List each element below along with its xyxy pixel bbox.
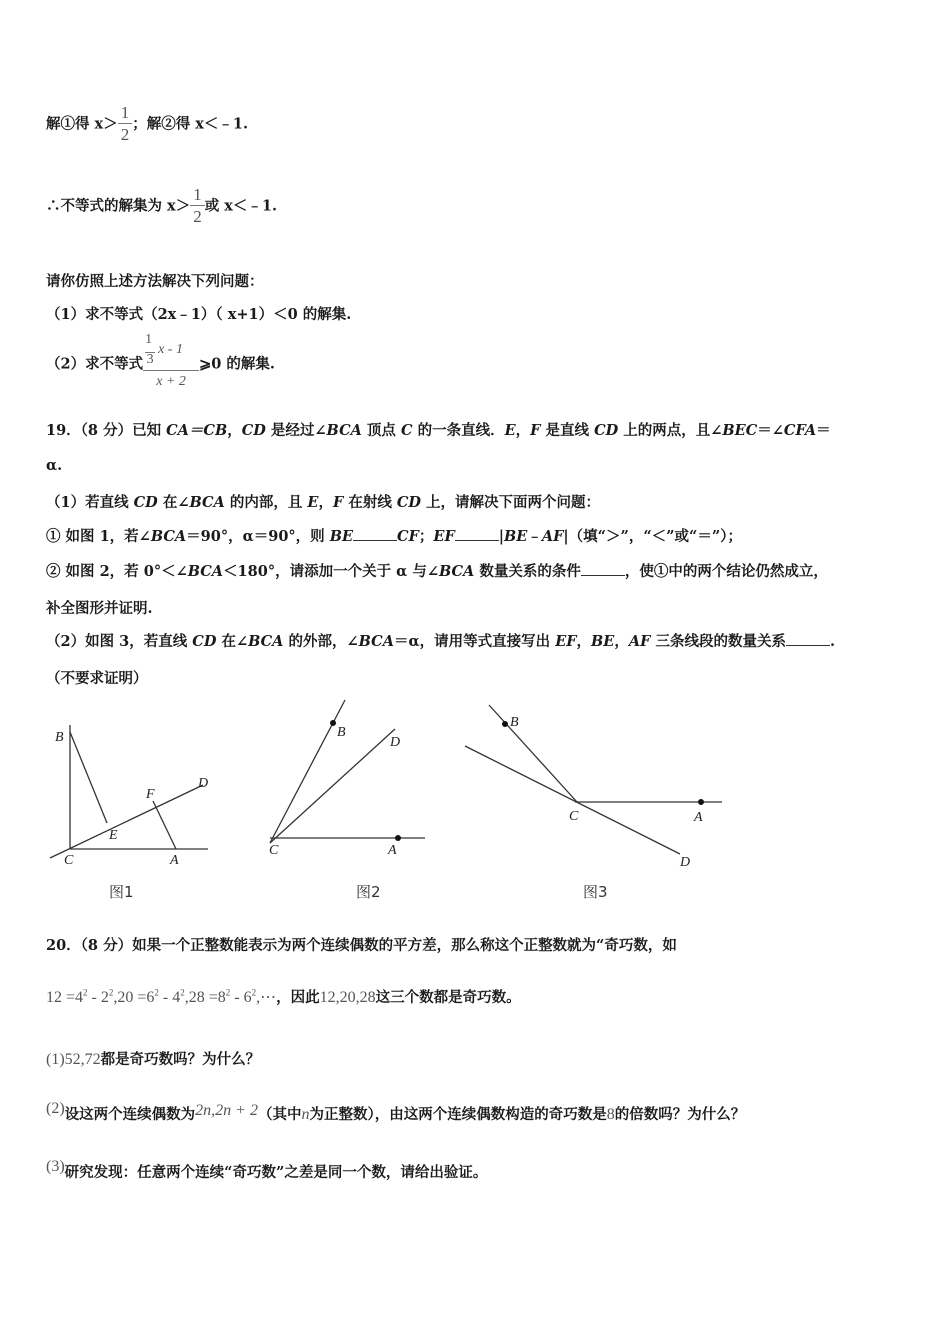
label-D: D [198,776,209,791]
part-1-intro: （1）若直线 CD 在∠BCA 的内部，且 E，F 在射线 CD 上，请解决下面两个问题： [46,494,601,511]
solution-line-1: 解①得 x＞ $\frac{1}{2}$ ；解②得 x＜﹣1. [46,103,249,144]
sub-question-2: (2)设这两个连续偶数为2n,2n + 2（其中n为正整数），由这两个连续偶数构造的奇巧数是8的倍数吗？为什么？ [46,1100,746,1123]
label-D: D [390,735,401,750]
label-C: C [64,853,74,868]
instruction-line: 请你仿照上述方法解决下列问题： [46,273,264,290]
segment-FA [153,801,176,849]
fraction-one-half: $\frac{1}{2}$ [190,185,205,228]
sub-question-1: (1)52,72都是奇巧数吗？为什么？ [46,1051,261,1068]
answer-blank[interactable] [455,528,499,541]
figure-1-diagram [45,715,215,875]
label-A: A [694,810,703,825]
label-B: B [337,725,346,740]
sub-question-3: (3)研究发现：任意两个连续“奇巧数”之差是同一个数，请给出验证。 [46,1158,488,1181]
label-F: F [146,787,155,802]
point-B [502,721,508,727]
label-C: C [569,809,579,824]
label-B: B [55,730,64,745]
figure-3-caption: 图3 [583,883,608,901]
fraction-one-half: $\frac{1}{2}$ [118,103,133,146]
figure-2-diagram [255,695,430,865]
question-19-stem: 19．（8 分）已知 CA＝CB，CD 是经过∠BCA 顶点 C 的一条直线．E，F 是直线 CD 上的两点，且∠BEC＝∠CFA＝ [46,422,831,439]
ray-CD [270,729,395,843]
line-CD [50,785,203,858]
problem-2-line: （2）求不等式 1 3 x - 1 x + 2 ⩾0 的解集. [46,336,275,393]
point-A [698,799,704,805]
line-CD [465,746,680,854]
solution-set-line: ∴不等式的解集为 x＞ $\frac{1}{2}$ 或 x＜﹣1. [46,185,278,226]
answer-blank[interactable] [353,528,397,541]
case-1-line: ① 如图 1，若∠BCA＝90°，α＝90°，则 BE CF；EF |BE﹣AF|（填“＞”，“＜”或“＝”）； [46,528,742,545]
label-C: C [269,843,279,858]
figure-1-caption: 图1 [109,883,134,901]
ray-CB [489,705,577,802]
label-A: A [170,853,179,868]
part-2-line: （2）如图 3，若直线 CD 在∠BCA 的外部，∠BCA＝α，请用等式直接写出 EF，BE，AF 三条线段的数量关系 . [46,633,836,650]
point-A [395,835,401,841]
case-2-continuation: 补全图形并证明. [46,600,153,617]
point-B [330,720,336,726]
answer-blank[interactable] [581,563,625,576]
question-20-stem: 20．（8 分）如果一个正整数能表示为两个连续偶数的平方差，那么称这个正整数就为“奇巧数，如 [46,937,677,954]
label-D: D [680,855,691,870]
part-2-note: （不要求证明） [46,670,148,687]
label-E: E [109,828,118,843]
question-19-alpha: α. [46,457,63,474]
figure-2-caption: 图2 [356,883,381,901]
answer-blank[interactable] [786,633,830,646]
case-2-line: ② 如图 2，若 0°＜∠BCA＜180°，请添加一个关于 α 与∠BCA 数量关系的条件 ，使①中的两个结论仍然成立， [46,563,828,580]
label-B: B [510,715,519,730]
segment-BE [70,732,107,823]
figure-3-diagram [462,700,727,872]
problem-1-line: （1）求不等式（2x﹣1）（ x+1）＜0 的解集. [46,306,352,323]
compound-fraction: 1 3 x - 1 x + 2 [143,332,199,393]
label-A: A [388,843,397,858]
math-expression: $12 =4^2 - 2^2,20 =6^2 - 4^2,28 =8^2$ - $6^2,\cdots$ [46,987,277,1006]
question-20-example: $12 =4^2 - 2^2,20 =6^2 - 4^2,28 =8^2$ - $6^2,\cdots$，因此12,20,28这三个数都是奇巧数。 [46,987,521,1006]
